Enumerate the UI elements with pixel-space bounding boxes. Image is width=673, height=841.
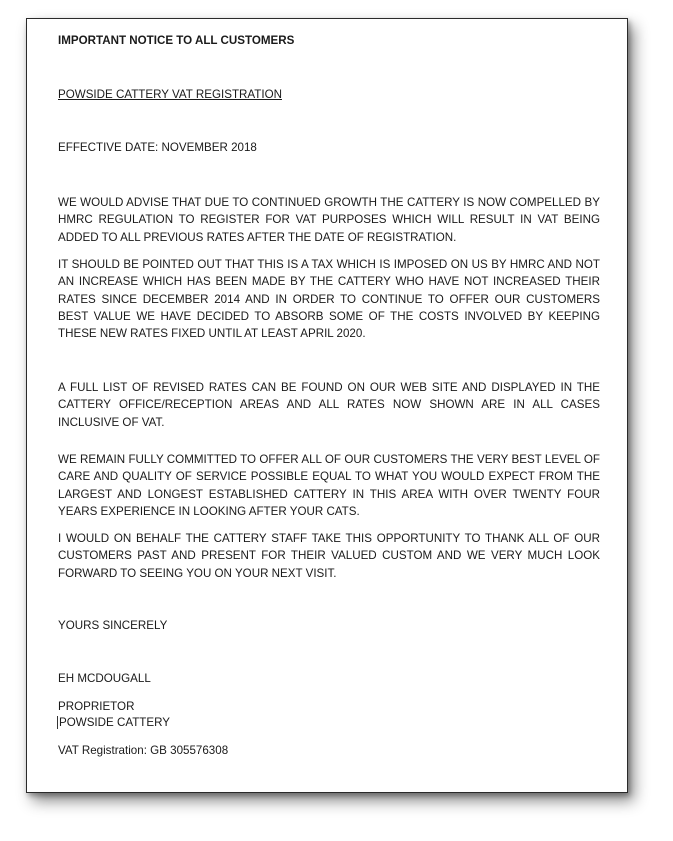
paragraph-vat-advice: WE WOULD ADVISE THAT DUE TO CONTINUED GROWTH THE CATTERY IS NOW COMPELLED BY HMRC REGULATION TO REGISTER FOR VAT PURPOSES WHICH WILL RESULT IN VAT BEING ADDED TO ALL PREVIOUS RATES AFTER THE DATE OF REGISTRATION.	[58, 196, 600, 244]
signatory-name: EH MCDOUGALL	[58, 672, 151, 685]
vat-registration: VAT Registration: GB 305576308	[58, 744, 229, 757]
signatory-role: PROPRIETOR	[58, 700, 135, 713]
paragraph-thanks: I WOULD ON BEHALF THE CATTERY STAFF TAKE THIS OPPORTUNITY TO THANK ALL OF OUR CUSTOMERS PAST AND PRESENT FOR THEIR VALUED CUSTOM AND WE VERY MUCH LOOK FORWARD TO SEEING YOU ON YOUR NEXT VISIT.	[58, 532, 600, 580]
company-name: POWSIDE CATTERY	[59, 716, 171, 729]
paragraph-commitment: WE REMAIN FULLY COMMITTED TO OFFER ALL OF OUR CUSTOMERS THE VERY BEST LEVEL OF CARE AND QUALITY OF SERVICE POSSIBLE EQUAL TO WHAT YOU WOULD EXPECT FROM THE LARGEST AND LONGEST ESTABLISHED CATTERY IN THIS AREA WITH OVER TWENTY FOUR YEARS EXPERIENCE IN LOOKING AFTER YOUR CATS.	[58, 453, 600, 518]
paragraph-revised-rates: A FULL LIST OF REVISED RATES CAN BE FOUND ON OUR WEB SITE AND DISPLAYED IN THE CATTERY OFFICE/RECEPTION AREAS AND ALL RATES NOW SHOWN ARE IN ALL CASES INCLUSIVE OF VAT.	[58, 381, 600, 429]
closing: YOURS SINCERELY	[58, 619, 168, 632]
paragraph-tax-explanation: IT SHOULD BE POINTED OUT THAT THIS IS A TAX WHICH IS IMPOSED ON US BY HMRC AND NOT AN INCREASE WHICH HAS BEEN MADE BY THE CATTERY WHO HAVE NOT INCREASED THEIR RATES SINCE DECEMBER 2014 AND IN ORDER TO CONTINUE TO OFFER OUR CUSTOMERS BEST VALUE WE HAVE DECIDED TO ABSORB SOME OF THE COSTS INVOLVED BY KEEPING THESE NEW RATES FIXED UNTIL AT LEAST APRIL 2020.	[58, 258, 600, 341]
document-page	[26, 18, 628, 793]
notice-heading: IMPORTANT NOTICE TO ALL CUSTOMERS	[58, 34, 295, 47]
effective-date: EFFECTIVE DATE: NOVEMBER 2018	[58, 141, 257, 154]
notice-subject: POWSIDE CATTERY VAT REGISTRATION	[58, 88, 282, 101]
